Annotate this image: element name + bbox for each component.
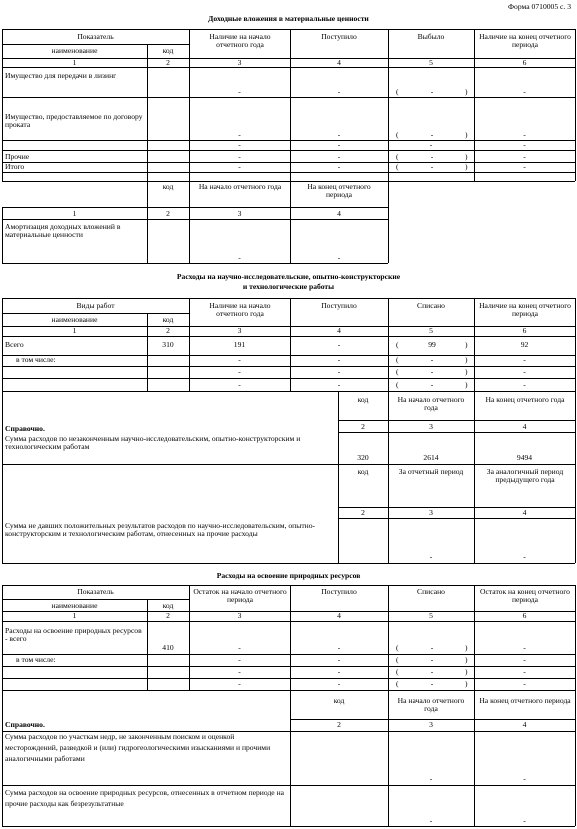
cell-end: - [523,87,526,96]
paren-close: ) [465,667,468,676]
cell-start: - [238,152,241,161]
cell-end: - [523,655,526,664]
cell-start: - [238,679,241,688]
col-previous: За аналогичный период предыдущего года [486,467,564,485]
cell-end: - [523,816,526,825]
cell-end: - [523,679,526,688]
cell-written: 99 [428,340,436,349]
reference-text: Сумма расходов по участкам недр, не законченным поиском и оценкой месторождений, разведкой и (или) гидрогеологическими изысканиями и прочими аналогичными работами [5,732,271,763]
cell-received: - [337,340,341,349]
colnum-6: 6 [522,611,527,620]
col-code: код [333,696,345,705]
col-end: На конец отчетного года [485,395,565,404]
cell-received: - [337,643,341,652]
cell-start: - [238,667,241,676]
cell-end: - [523,774,526,783]
reference-label: Справочно. [5,720,45,729]
colnum-4: 4 [337,209,341,218]
paren-close: ) [465,679,468,688]
colnum-3: 3 [429,508,433,517]
cell-start: - [238,87,241,96]
cell-written: - [430,655,434,664]
paren-open: ( [396,152,399,161]
cell-start: - [238,367,241,376]
cell-received: - [337,87,341,96]
cell-end: 92 [520,340,529,349]
cell-start: - [238,380,241,389]
col-code: код [357,467,369,476]
cell-received: - [337,667,341,676]
paren-open: ( [396,380,399,389]
cell-received: - [337,679,341,688]
colnum-5: 5 [429,326,433,335]
cell-disposed: - [430,87,434,96]
col-end: На конец отчетного периода [307,182,371,200]
cell-written: - [430,380,434,389]
cell-disposed: - [430,130,434,139]
paren-close: ) [465,643,468,652]
cell-end: - [523,367,526,376]
colnum-4: 4 [522,720,527,729]
cell-received: - [337,355,341,364]
paren-open: ( [396,87,399,96]
paren-open: ( [396,667,399,676]
cell-received: - [337,380,341,389]
colnum-2: 2 [361,422,365,431]
colnum-4: 4 [337,58,341,67]
colnum-2: 2 [361,508,365,517]
col-code: код [162,315,174,324]
cell-received: - [337,140,341,149]
reference-text: Сумма расходов по незаконченным научно-исследовательским, опытно-конструкторским и технологическим работам [5,434,301,452]
cell-written: - [430,667,434,676]
paren-open: ( [396,355,399,364]
colnum-4: 4 [337,326,341,335]
cell-start: - [238,130,241,139]
col-code: код [162,601,174,610]
cell-start: - [429,816,433,825]
colnum-3: 3 [237,58,242,67]
col-indicator: Показатель [77,32,114,41]
paren-open: ( [396,643,399,652]
cell-written: - [430,367,434,376]
cell-end: - [523,130,526,139]
col-start: На начало отчетного года [397,696,465,714]
paren-close: ) [465,130,468,139]
col-received: Поступило [321,301,357,310]
cell-disposed: - [429,140,433,149]
cell-start: - [238,643,241,652]
colnum-4: 4 [337,611,341,620]
cell-end: - [523,380,526,389]
section1-title: Доходные вложения в материальные ценности [208,14,369,23]
cell-disposed: - [430,162,434,171]
cell-disposed: - [430,152,434,161]
row-label: Прочие [5,152,30,161]
reference-label: Справочно. [5,424,45,433]
col-end: Остаток на конец отчетного периода [480,587,570,605]
cell-written: - [430,355,434,364]
cell-start: - [238,355,241,364]
reference-text-2: Сумма расходов на освоение природных ресурсов, отнесенных в отчетном периоде на прочие расходы как безрезультатные [5,788,285,808]
col-start: На начало отчетного года [198,182,282,191]
section2-title-2: и технологические работы [242,282,335,291]
paren-open: ( [396,367,399,376]
col-current: За отчетный период [398,467,464,476]
colnum-2: 2 [166,326,170,335]
cell-received: - [337,152,341,161]
cell-end: 9494 [516,453,533,462]
row-label-including: в том числе: [16,655,56,664]
paren-close: ) [465,655,468,664]
colnum-1: 1 [72,611,77,620]
cell-start: - [238,140,241,149]
colnum-1: 1 [72,209,77,218]
paren-close: ) [465,162,468,171]
col-written: Списано [417,301,445,310]
col-received: Поступило [321,587,357,596]
col-start: На начало отчетного года [397,395,465,413]
col-code: код [357,395,369,404]
col-written: Списано [417,587,445,596]
cell-written: - [430,643,434,652]
cell-end: - [523,667,526,676]
row-label: Всего [5,340,24,349]
cell-end: - [523,643,526,652]
cell-code: 320 [357,453,369,462]
colnum-3: 3 [237,611,242,620]
col-end: Наличие на конец отчетного периода [479,32,571,50]
colnum-2: 2 [166,58,170,67]
cell-start: - [238,162,241,171]
paren-close: ) [465,340,468,349]
cell-end: - [523,355,526,364]
paren-close: ) [465,152,468,161]
row-label: Амортизация доходных вложений в материальные ценности [5,222,121,240]
row-label: Итого [5,162,25,171]
colnum-3: 3 [237,209,242,218]
cell-start: 191 [233,340,246,349]
colnum-5: 5 [429,611,433,620]
col-code: код [162,46,174,55]
paren-open: ( [396,340,399,349]
cell-start: - [238,253,241,262]
col-received: Поступило [321,32,357,41]
cell-received: - [337,162,341,171]
cell-end: - [337,253,341,262]
colnum-6: 6 [522,326,527,335]
paren-open: ( [396,130,399,139]
paren-open: ( [396,679,399,688]
col-start: Наличие на начало отчетного года [209,32,271,50]
colnum-4: 4 [522,422,527,431]
cell-start: 2614 [423,453,439,462]
colnum-6: 6 [522,58,527,67]
col-end: На конец отчетного периода [479,696,571,705]
colnum-1: 1 [72,58,77,67]
row-label-including: в том числе: [16,355,56,364]
cell-start: - [238,655,241,664]
col-name: наименование [51,46,98,55]
paren-close: ) [465,355,468,364]
colnum-3: 3 [237,326,242,335]
col-works: Виды работ [76,301,115,310]
paren-close: ) [465,367,468,376]
row-label: Имущество, предоставляемое по договору проката [5,112,143,130]
cell-written: - [430,679,434,688]
cell-received: - [337,130,341,139]
colnum-2: 2 [166,209,170,218]
col-name: наименование [51,315,98,324]
paren-open: ( [396,655,399,664]
colnum-2: 2 [337,720,341,729]
col-name: наименование [51,601,98,610]
reference-text: Сумма не давших положительных результатов расходов по научно-исследовательским, опытно-конструкторским и технологическим работам, отнесенных на прочие расходы [5,521,316,539]
cell-previous: - [523,552,526,561]
col-start: Остаток на начало отчетного периода [193,587,287,605]
cell-current: - [429,552,433,561]
row-label: Расходы на освоение природных ресурсов - всего [5,626,142,644]
cell-received: - [337,655,341,664]
col-code: код [162,182,174,191]
col-indicator: Показатель [77,587,114,596]
cell-end: - [523,162,526,171]
cell-end: - [523,152,526,161]
paren-close: ) [465,380,468,389]
row-label: Имущество для передачи в лизинг [5,71,117,80]
cell-code: 310 [162,340,174,349]
colnum-2: 2 [166,611,170,620]
colnum-5: 5 [429,58,433,67]
section3-title: Расходы на освоение природных ресурсов [216,571,361,580]
paren-close: ) [465,87,468,96]
col-start: Наличие на начало отчетного года [209,301,271,319]
col-end: Наличие на конец отчетного периода [479,301,571,319]
colnum-4: 4 [522,508,527,517]
cell-end: - [523,140,526,149]
colnum-3: 3 [429,422,433,431]
cell-code: 410 [162,643,174,652]
colnum-3: 3 [429,720,433,729]
cell-start: - [429,774,433,783]
cell-received: - [337,367,341,376]
colnum-1: 1 [72,326,77,335]
section2-title: Расходы на научно-исследовательские, опытно-конструкторские [176,272,401,281]
form-code: Форма 0710005 с. 3 [508,2,571,11]
col-disposed: Выбыло [417,32,445,41]
paren-open: ( [396,162,399,171]
